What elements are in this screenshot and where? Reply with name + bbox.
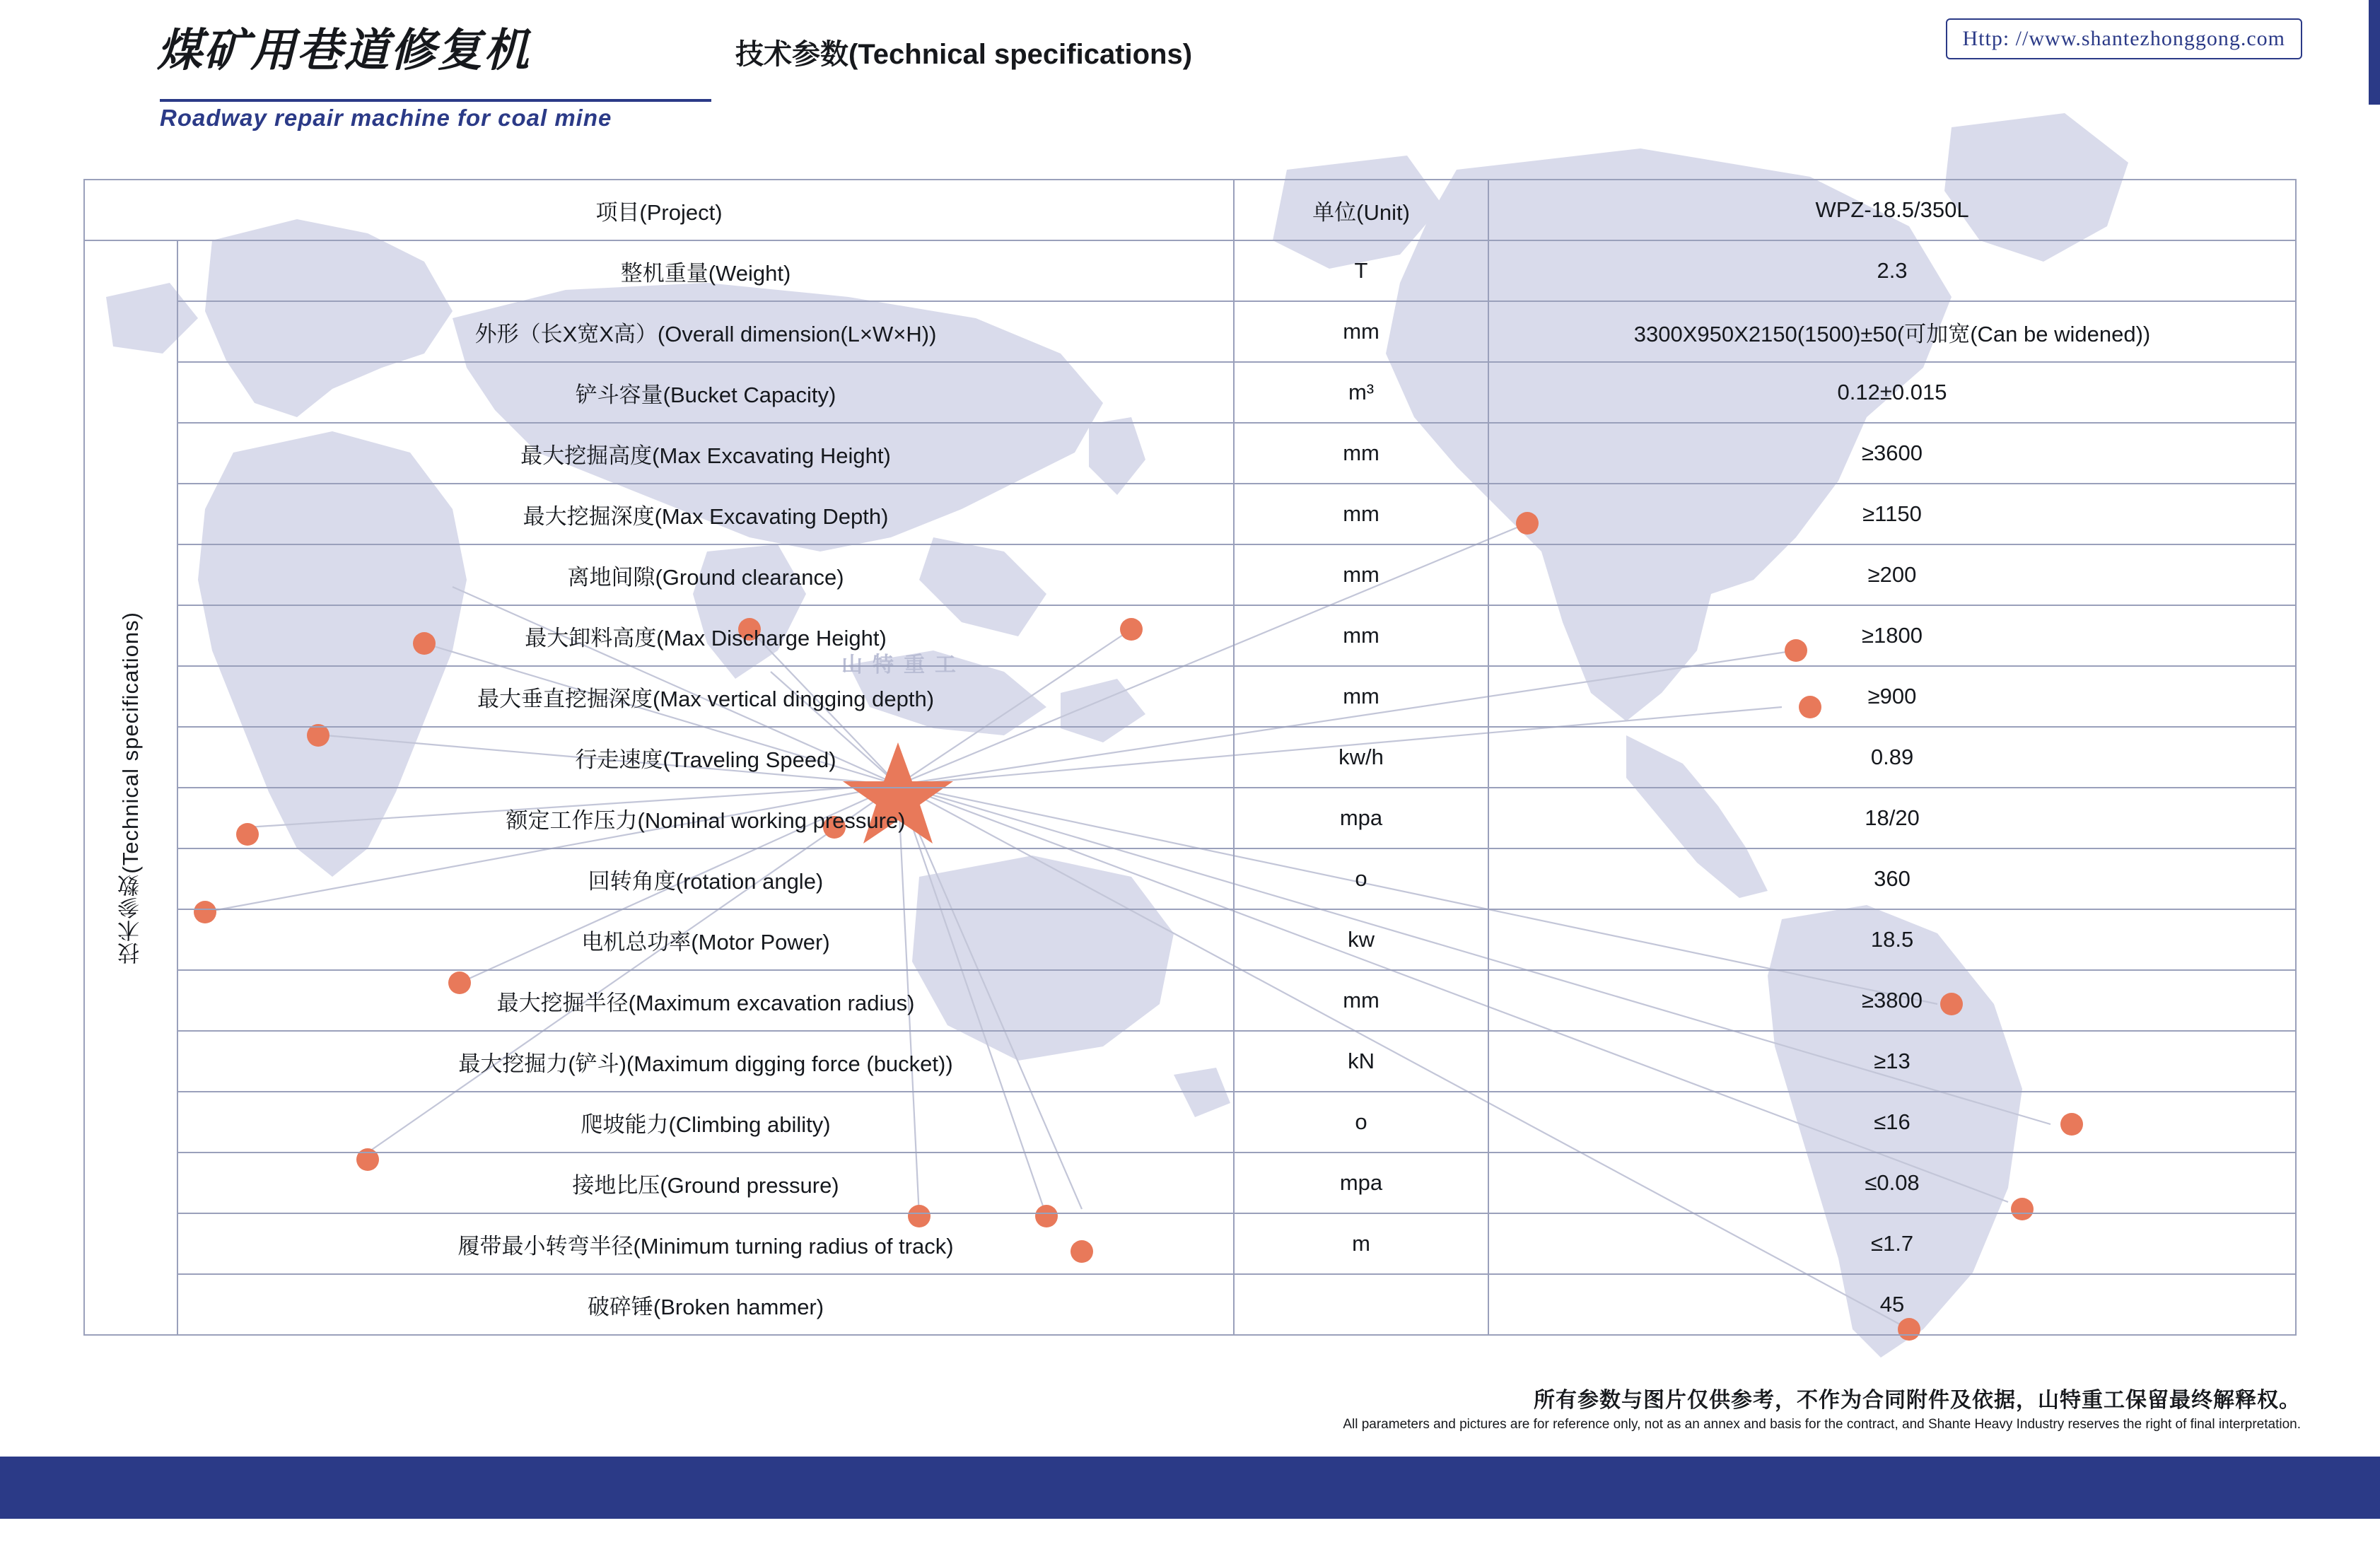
row-project: 最大挖掘力(铲斗)(Maximum digging force (bucket)) [177, 1031, 1234, 1092]
row-project: 最大挖掘深度(Max Excavating Depth) [177, 484, 1234, 544]
row-unit: T [1234, 240, 1488, 301]
table-row [84, 423, 2296, 484]
table-row [84, 605, 2296, 666]
row-value: ≥3800 [1488, 970, 2296, 1031]
table-row [84, 788, 2296, 848]
header-unit: 单位(Unit) [1234, 180, 1488, 240]
header-project: 项目(Project) [84, 180, 1234, 240]
row-unit: mm [1234, 423, 1488, 484]
row-unit: kN [1234, 1031, 1488, 1092]
table-row [84, 1153, 2296, 1213]
row-unit: mpa [1234, 1153, 1488, 1213]
footer-disclaimer-cn: 所有参数与图片仅供参考，不作为合同附件及依据，山特重工保留最终解释权。 [1534, 1389, 2301, 1412]
row-value: 18/20 [1488, 788, 2296, 848]
table-row [84, 727, 2296, 788]
row-unit: mm [1234, 484, 1488, 544]
row-project: 最大垂直挖掘深度(Max vertical dingging depth) [177, 666, 1234, 727]
row-project: 整机重量(Weight) [177, 240, 1234, 301]
page-subtitle: 技术参数(Technical specifications) [735, 39, 1193, 70]
row-project: 行走速度(Traveling Speed) [177, 727, 1234, 788]
row-unit: mm [1234, 301, 1488, 362]
row-value: ≤16 [1488, 1092, 2296, 1153]
row-value: ≥1800 [1488, 605, 2296, 666]
table-row [84, 240, 2296, 301]
row-unit: m³ [1234, 362, 1488, 423]
row-project: 最大卸料高度(Max Discharge Height) [177, 605, 1234, 666]
row-value: 360 [1488, 848, 2296, 909]
row-value: 0.12±0.015 [1488, 362, 2296, 423]
footer-disclaimer-en: All parameters and pictures are for reference only, not as an annex and basis for the contract, and Shante Heavy Industry reserves the right of final interpretation. [1343, 1417, 2301, 1432]
row-project: 额定工作压力(Nominal working pressure) [177, 788, 1234, 848]
row-value: ≤0.08 [1488, 1153, 2296, 1213]
side-label-text: 技术参数(Technical specifications) [118, 611, 144, 964]
row-project: 外形（长X宽X高）(Overall dimension(L×W×H)) [177, 301, 1234, 362]
row-unit: kw/h [1234, 727, 1488, 788]
row-project: 铲斗容量(Bucket Capacity) [177, 362, 1234, 423]
row-project: 最大挖掘高度(Max Excavating Height) [177, 423, 1234, 484]
row-value: 2.3 [1488, 240, 2296, 301]
table-row [84, 301, 2296, 362]
row-value: ≥13 [1488, 1031, 2296, 1092]
row-value: 45 [1488, 1274, 2296, 1335]
table-row [84, 1092, 2296, 1153]
row-value: 3300X950X2150(1500)±50(可加宽(Can be widened)) [1488, 301, 2296, 362]
table-row [84, 1031, 2296, 1092]
row-unit: mm [1234, 970, 1488, 1031]
row-value: ≤1.7 [1488, 1213, 2296, 1274]
table-row [84, 666, 2296, 727]
row-unit: kw [1234, 909, 1488, 970]
table-header-row [84, 180, 2296, 240]
specifications-table [83, 179, 2297, 1336]
row-project: 履带最小转弯半径(Minimum turning radius of track) [177, 1213, 1234, 1274]
row-project: 电机总功率(Motor Power) [177, 909, 1234, 970]
row-unit: mm [1234, 544, 1488, 605]
footer-bar-bottom [0, 1519, 2380, 1552]
table-row [84, 1213, 2296, 1274]
row-project: 最大挖掘半径(Maximum excavation radius) [177, 970, 1234, 1031]
row-project: 破碎锤(Broken hammer) [177, 1274, 1234, 1335]
table-row [84, 362, 2296, 423]
watermark-text: 山特重工 [841, 653, 966, 677]
row-project: 爬坡能力(Climbing ability) [177, 1092, 1234, 1153]
row-value: ≥3600 [1488, 423, 2296, 484]
row-project: 回转角度(rotation angle) [177, 848, 1234, 909]
table-row [84, 1274, 2296, 1335]
header-model: WPZ-18.5/350L [1488, 180, 2296, 240]
row-value: ≥1150 [1488, 484, 2296, 544]
row-value: 0.89 [1488, 727, 2296, 788]
row-unit [1234, 1274, 1488, 1335]
website-url[interactable]: Http: //www.shantezhonggong.com [1946, 18, 2303, 59]
page-title-en: Roadway repair machine for coal mine [160, 105, 612, 131]
row-value: ≥900 [1488, 666, 2296, 727]
table-row [84, 484, 2296, 544]
row-project: 接地比压(Ground pressure) [177, 1153, 1234, 1213]
row-value: 18.5 [1488, 909, 2296, 970]
table-row [84, 970, 2296, 1031]
row-unit: mm [1234, 605, 1488, 666]
row-unit: mm [1234, 666, 1488, 727]
specifications-table-wrapper [83, 179, 2297, 1336]
row-unit: m [1234, 1213, 1488, 1274]
row-unit: o [1234, 848, 1488, 909]
row-unit: o [1234, 1092, 1488, 1153]
table-row [84, 848, 2296, 909]
row-unit: mpa [1234, 788, 1488, 848]
footer-bar [0, 1457, 2380, 1519]
table-row [84, 544, 2296, 605]
side-label-cell [84, 240, 177, 1335]
page-title-cn: 煤矿用巷道修复机 [157, 25, 530, 76]
row-project: 离地间隙(Ground clearance) [177, 544, 1234, 605]
table-row [84, 909, 2296, 970]
row-value: ≥200 [1488, 544, 2296, 605]
